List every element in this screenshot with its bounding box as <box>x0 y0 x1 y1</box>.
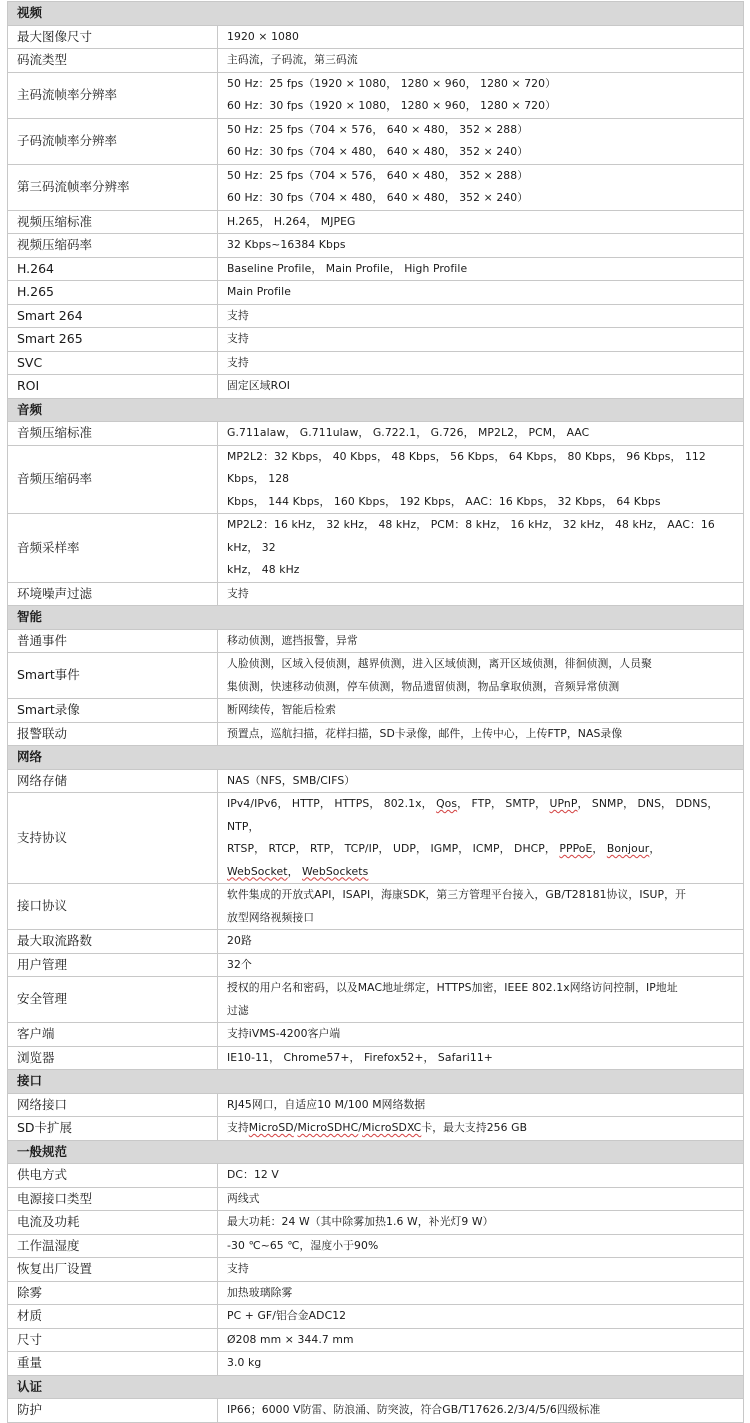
spec-value-line: 断网续传，智能后检索 <box>227 703 336 716</box>
spec-value <box>218 1305 744 1329</box>
spec-row <box>8 1164 744 1188</box>
spec-label: 重量 <box>8 1352 218 1376</box>
spec-label: 网络存储 <box>8 769 218 793</box>
spec-label: ROI <box>8 375 218 399</box>
section-header <box>8 1140 744 1164</box>
spec-label: 防护 <box>8 1399 218 1423</box>
spec-label: 报警联动 <box>8 722 218 746</box>
section-header <box>8 606 744 630</box>
spec-label: 支持协议 <box>8 793 218 884</box>
spec-value <box>218 328 744 352</box>
spec-label: 子码流帧率分辨率 <box>8 118 218 164</box>
spec-row <box>8 884 744 930</box>
spec-label: 网络接口 <box>8 1093 218 1117</box>
spec-value <box>218 1117 744 1141</box>
spec-label: 最大取流路数 <box>8 930 218 954</box>
spec-row <box>8 514 744 583</box>
spec-value-line: 支持 <box>227 586 249 600</box>
spec-label: 电流及功耗 <box>8 1211 218 1235</box>
spec-value <box>218 1399 744 1423</box>
spec-label: 第三码流帧率分辨率 <box>8 164 218 210</box>
spec-label: 工作温湿度 <box>8 1234 218 1258</box>
spec-row <box>8 1234 744 1258</box>
spec-value <box>218 1093 744 1117</box>
spec-row <box>8 445 744 514</box>
spec-label: 音频采样率 <box>8 514 218 583</box>
spec-value <box>218 1258 744 1282</box>
spec-row <box>8 930 744 954</box>
spec-row <box>8 1281 744 1305</box>
spec-row <box>8 653 744 699</box>
spec-row <box>8 1258 744 1282</box>
spec-value <box>218 304 744 328</box>
spec-sheet <box>7 1 743 1423</box>
spec-label: SD卡扩展 <box>8 1117 218 1141</box>
spec-value <box>218 699 744 723</box>
spec-value-line: RJ45网口，自适应10 M/100 M网络数据 <box>227 1097 426 1111</box>
spec-value-line: Main Profile <box>227 285 291 298</box>
spec-row <box>8 49 744 73</box>
spec-value <box>218 210 744 234</box>
spec-row <box>8 351 744 375</box>
spec-label: H.264 <box>8 257 218 281</box>
spec-row <box>8 722 744 746</box>
spec-value-line: 主码流，子码流，第三码流 <box>227 53 358 66</box>
spec-value <box>218 793 744 884</box>
spec-value <box>218 653 744 699</box>
spec-label: 视频压缩码率 <box>8 234 218 258</box>
spec-value-line: 支持iVMS-4200客户端 <box>227 1027 341 1040</box>
spec-value-line: 人脸侦测，区域入侵侦测，越界侦测，进入区域侦测，离开区域侦测，徘徊侦测，人员聚 <box>227 657 652 670</box>
section-title: 音频 <box>8 398 744 422</box>
spec-value-line: 1920 × 1080 <box>227 29 299 43</box>
spec-value <box>218 582 744 606</box>
section-title: 接口 <box>8 1070 744 1094</box>
spec-label: 用户管理 <box>8 953 218 977</box>
spec-value-line: -30 ℃~65 ℃，湿度小于90% <box>227 1238 379 1252</box>
spec-row <box>8 1211 744 1235</box>
spec-value-line: 授权的用户名和密码，以及MAC地址绑定，HTTPS加密，IEEE 802.1x网络访问控制，IP地址 <box>227 981 678 994</box>
spec-label: Smart事件 <box>8 653 218 699</box>
spec-row <box>8 234 744 258</box>
spec-value-line: H.265， H.264， MJPEG <box>227 214 356 228</box>
spec-value-line: kHz， 48 kHz <box>227 563 300 576</box>
spec-value-line: IPv4/IPv6， HTTP， HTTPS， 802.1x， Qos， FTP， SMTP， UPnP， SNMP， DNS， DDNS， NTP， <box>227 797 719 833</box>
spec-value-line: 50 Hz：25 fps（704 × 576， 640 × 480， 352 × 288） <box>227 122 529 136</box>
spec-value-line: Kbps， 144 Kbps， 160 Kbps， 192 Kbps， AAC：16 Kbps， 32 Kbps， 64 Kbps <box>227 494 661 508</box>
spec-value-line: 60 Hz：30 fps（704 × 480， 640 × 480， 352 × 240） <box>227 191 529 204</box>
spec-value <box>218 164 744 210</box>
spec-value <box>218 49 744 73</box>
spec-row <box>8 1023 744 1047</box>
spec-row <box>8 1046 744 1070</box>
spec-row <box>8 1399 744 1423</box>
spec-label: SVC <box>8 351 218 375</box>
spec-value <box>218 1352 744 1376</box>
section-header <box>8 746 744 770</box>
spec-value-line: 32 Kbps~16384 Kbps <box>227 238 346 251</box>
spec-value <box>218 930 744 954</box>
spec-value-line: Baseline Profile， Main Profile， High Profile <box>227 261 468 275</box>
spec-value <box>218 234 744 258</box>
spec-value-line: 放型网络视频接口 <box>227 910 315 924</box>
spec-value-line: IE10-11， Chrome57+， Firefox52+， Safari11+ <box>227 1050 493 1064</box>
spec-value <box>218 422 744 446</box>
spec-value <box>218 1211 744 1235</box>
section-header <box>8 1375 744 1399</box>
spec-label: 供电方式 <box>8 1164 218 1188</box>
spec-value-line: 移动侦测，遮挡报警，异常 <box>227 633 358 647</box>
spec-value-line: 50 Hz：25 fps（704 × 576， 640 × 480， 352 × 288） <box>227 168 529 182</box>
spec-value-line: 固定区域ROI <box>227 379 291 392</box>
spec-value <box>218 375 744 399</box>
section-header <box>8 2 744 26</box>
spec-label: Smart 264 <box>8 304 218 328</box>
spec-row <box>8 1117 744 1141</box>
spec-row <box>8 25 744 49</box>
spec-row <box>8 72 744 118</box>
spec-value <box>218 977 744 1023</box>
spec-value-line: 集侦测，快速移动侦测，停车侦测，物品遗留侦测，物品拿取侦测，音频异常侦测 <box>227 679 620 693</box>
spec-label: 普通事件 <box>8 629 218 653</box>
spec-row <box>8 582 744 606</box>
spec-value <box>218 445 744 514</box>
spec-value <box>218 257 744 281</box>
spec-row <box>8 281 744 305</box>
spec-value-line: NAS（NFS，SMB/CIFS） <box>227 773 356 787</box>
spec-value <box>218 72 744 118</box>
spec-row <box>8 977 744 1023</box>
spec-label: 码流类型 <box>8 49 218 73</box>
spec-value <box>218 1023 744 1047</box>
spec-value <box>218 629 744 653</box>
spec-value-line: 支持 <box>227 308 249 322</box>
spec-label: 接口协议 <box>8 884 218 930</box>
spec-label: 电源接口类型 <box>8 1187 218 1211</box>
spec-label: 音频压缩标准 <box>8 422 218 446</box>
spec-value <box>218 884 744 930</box>
spec-row <box>8 422 744 446</box>
spec-value <box>218 281 744 305</box>
section-header <box>8 1070 744 1094</box>
spec-row <box>8 328 744 352</box>
spec-value-line: 两线式 <box>227 1191 260 1205</box>
spec-value-line: 60 Hz：30 fps（1920 × 1080， 1280 × 960， 1280 × 720） <box>227 99 557 112</box>
spec-row <box>8 375 744 399</box>
spec-label: 环境噪声过滤 <box>8 582 218 606</box>
spec-value <box>218 1164 744 1188</box>
spec-value <box>218 953 744 977</box>
spec-row <box>8 1187 744 1211</box>
spec-value-line: MP2L2：32 Kbps， 40 Kbps， 48 Kbps， 56 Kbps， 64 Kbps， 80 Kbps， 96 Kbps， 112 Kbps， 128 <box>227 449 706 485</box>
spec-value-line: 过滤 <box>227 1003 249 1017</box>
spec-value-line: 50 Hz：25 fps（1920 × 1080， 1280 × 960， 1280 × 720） <box>227 76 557 90</box>
spec-value-line: 20路 <box>227 934 252 947</box>
spec-label: 浏览器 <box>8 1046 218 1070</box>
spec-value-line: 加热玻璃除雾 <box>227 1285 293 1299</box>
spec-label: 音频压缩码率 <box>8 445 218 514</box>
spec-value-line: IP66；6000 V防雷、防浪涌、防突波，符合GB/T17626.2/3/4/5/6四级标准 <box>227 1403 601 1416</box>
spec-row <box>8 1328 744 1352</box>
spec-row <box>8 118 744 164</box>
spec-value-line: 预置点，巡航扫描，花样扫描，SD卡录像，邮件，上传中心，上传FTP，NAS录像 <box>227 726 623 740</box>
spec-value <box>218 1281 744 1305</box>
spec-value-line: 软件集成的开放式API，ISAPI，海康SDK，第三方管理平台接入，GB/T28181协议，ISUP，开 <box>227 888 686 901</box>
spec-value-line: Ø208 mm × 344.7 mm <box>227 1332 354 1346</box>
spec-row <box>8 1352 744 1376</box>
spec-value <box>218 1187 744 1211</box>
spec-value-line: 3.0 kg <box>227 1356 262 1369</box>
spec-value-line: 支持MicroSD/MicroSDHC/MicroSDXC卡，最大支持256 GB <box>227 1121 528 1134</box>
spec-value-line: PC + GF/铝合金ADC12 <box>227 1309 347 1322</box>
spec-label: Smart录像 <box>8 699 218 723</box>
spec-label: 除雾 <box>8 1281 218 1305</box>
spec-value <box>218 1328 744 1352</box>
spec-value <box>218 514 744 583</box>
section-title: 视频 <box>8 2 744 26</box>
spec-label: 主码流帧率分辨率 <box>8 72 218 118</box>
spec-table <box>7 1 744 1423</box>
spec-value-line: 60 Hz：30 fps（704 × 480， 640 × 480， 352 × 240） <box>227 145 529 158</box>
spec-value-line: 支持 <box>227 332 249 345</box>
section-title: 网络 <box>8 746 744 770</box>
spec-label: Smart 265 <box>8 328 218 352</box>
spec-label: 尺寸 <box>8 1328 218 1352</box>
spec-value-line: 最大功耗：24 W（其中除雾加热1.6 W，补光灯9 W） <box>227 1215 494 1228</box>
spec-value-line: 32个 <box>227 957 252 971</box>
spec-value <box>218 1046 744 1070</box>
spec-value-line: DC：12 V <box>227 1168 279 1181</box>
spec-value <box>218 769 744 793</box>
spec-value <box>218 722 744 746</box>
spec-value-line: MP2L2：16 kHz， 32 kHz， 48 kHz， PCM：8 kHz， 16 kHz， 32 kHz， 48 kHz， AAC：16 kHz， 32 <box>227 518 715 554</box>
section-title: 一般规范 <box>8 1140 744 1164</box>
spec-row <box>8 257 744 281</box>
spec-value-line: 支持 <box>227 355 249 369</box>
spec-label: 安全管理 <box>8 977 218 1023</box>
spec-row <box>8 210 744 234</box>
spec-label: 客户端 <box>8 1023 218 1047</box>
spec-label: 最大图像尺寸 <box>8 25 218 49</box>
spec-row <box>8 793 744 884</box>
spec-value-line: G.711alaw， G.711ulaw， G.722.1， G.726， MP2L2， PCM， AAC <box>227 426 590 439</box>
spec-row <box>8 304 744 328</box>
spec-label: 材质 <box>8 1305 218 1329</box>
section-header <box>8 398 744 422</box>
section-title: 认证 <box>8 1375 744 1399</box>
spec-row <box>8 1305 744 1329</box>
spec-value <box>218 351 744 375</box>
spec-value <box>218 118 744 164</box>
spec-label: 视频压缩标准 <box>8 210 218 234</box>
spec-row <box>8 769 744 793</box>
spec-row <box>8 953 744 977</box>
spec-row <box>8 1093 744 1117</box>
spec-row <box>8 164 744 210</box>
spec-label: H.265 <box>8 281 218 305</box>
spec-row <box>8 699 744 723</box>
spec-value-line: RTSP， RTCP， RTP， TCP/IP， UDP， IGMP， ICMP， DHCP， PPPoE， Bonjour， WebSocket， WebSockets <box>227 842 661 878</box>
spec-label: 恢复出厂设置 <box>8 1258 218 1282</box>
spec-value <box>218 25 744 49</box>
spec-value-line: 支持 <box>227 1262 249 1275</box>
section-title: 智能 <box>8 606 744 630</box>
spec-row <box>8 629 744 653</box>
spec-value <box>218 1234 744 1258</box>
